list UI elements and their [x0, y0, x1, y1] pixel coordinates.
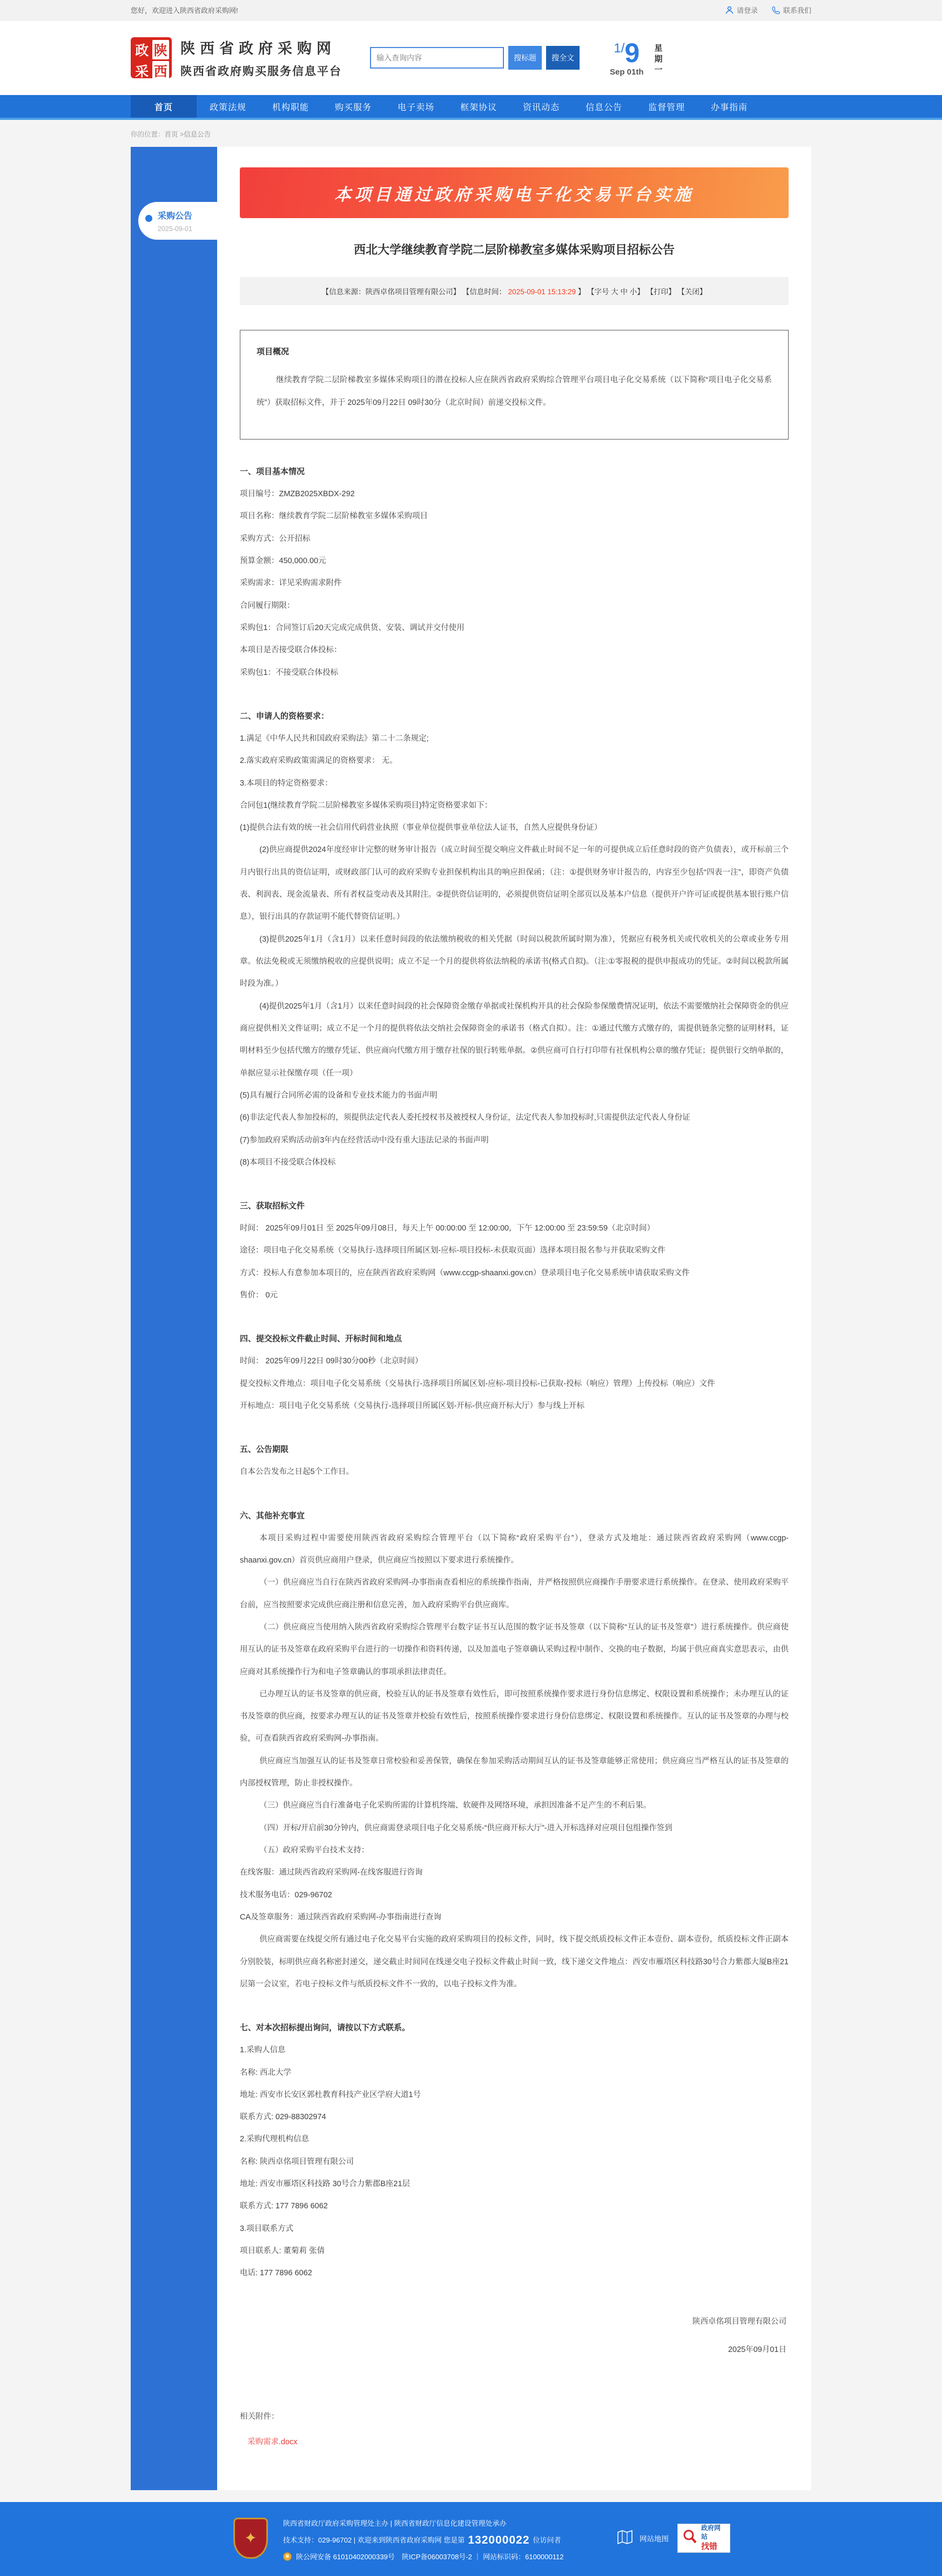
signature-date: 2025年09月01日	[728, 2345, 786, 2354]
article-paragraph: 时间： 2025年09月01日 至 2025年09月08日，每天上午 00:00:00 至 12:00:00，下午 12:00:00 至 23:59:59（北京时间）	[240, 1224, 655, 1233]
site-logo	[131, 37, 172, 78]
article-paragraph: 自本公告发布之日起5个工作日。	[240, 1468, 354, 1477]
article-sections	[240, 465, 789, 2285]
breadcrumb-current-link[interactable]: 信息公告	[184, 131, 211, 138]
article-paragraph: 1.采购人信息	[240, 2046, 286, 2055]
welcome-text: 您好，欢迎进入陕西省政府采购网!	[131, 6, 238, 15]
article-paragraph: 售价： 0元	[240, 1291, 278, 1300]
section-heading: 三、获取招标文件	[240, 1201, 305, 1211]
article-paragraph: 合同包1(继续教育学院二层阶梯教室多媒体采购项目)特定资格要求如下：	[240, 801, 493, 810]
article-paragraph: （一）供应商应当自行在陕西省政府采购网-办事指南查看相应的系统操作指南，并严格按照供应商操作手册要求进行系统操作。在登录、使用政府采购平台前，应当按照要求完成供应商注册和信息完善，加入政府采购平台供应商库。	[240, 1578, 789, 1610]
visitor-count: 132000022	[468, 2534, 530, 2547]
nav-item-3[interactable]: 购买服务	[335, 103, 372, 112]
article-paragraph: 合同履行期限：	[240, 601, 295, 610]
article-paragraph: (6)非法定代表人参加投标的，须提供法定代表人委托授权书及被授权人身份证，法定代表人参加投标时,只需提供法定代表人身份证	[240, 1113, 690, 1123]
contact-link[interactable]: 联系我们	[772, 5, 811, 15]
site-footer: ✦ 陕西省财政厅政府采购管理处主办 | 陕西省财政厅信息化建设管理处承办 技术支持：029-96702 | 欢迎来到陕西省政府采购网 您是第 132000022 位访问者 陕公网安备 61010402000339号 陕ICP备06003708号-2 ｜ 网站标识码：6100000112 网站地图 政府网站 找错	[0, 2502, 942, 2576]
article-paragraph: 电话: 177 7896 6062	[240, 2269, 312, 2278]
attachments-block	[240, 2410, 789, 2447]
seal-char: 西	[152, 61, 170, 80]
article-paragraph: 时间： 2025年09月22日 09时30分00秒（北京时间）	[240, 1357, 423, 1366]
page-title: 西北大学继续教育学院二层阶梯教室多媒体采购项目招标公告	[353, 243, 675, 256]
seal-char: 陕	[152, 40, 170, 59]
article-paragraph: 供应商需要在线提交所有通过电子化交易平台实施的政府采购项目的投标文件，同时，线下提交纸质投标文件正本壹份、副本壹份，纸质投标文件正副本分别胶装，标明供应商名称密封递交，递交截止时间同在线递交电子投标文件截止时间一致，线下递交文件地点：西安市雁塔区科技路30号合力紫郡大厦B座21层第一会议室，若电子投标文件与纸质投标文件不一致的，以电子投标文件为准。	[240, 1935, 789, 1989]
footer-support: 技术支持：029-96702 | 欢迎来到陕西省政府采购网 您是第	[283, 2536, 465, 2545]
article-paragraph: 名称: 西北大学	[240, 2068, 292, 2077]
section-heading: 一、项目基本情况	[240, 467, 305, 477]
nav-item-2[interactable]: 机构职能	[272, 103, 309, 112]
attachment-file-link[interactable]: 采购需求.docx	[247, 2438, 298, 2447]
breadcrumb-label: 你的位置：	[131, 131, 165, 138]
site-subtitle: 陕西省政府购买服务信息平台	[180, 65, 342, 78]
user-icon	[725, 6, 734, 14]
nav-item-1[interactable]: 政策法规	[210, 103, 247, 112]
nav-item-7[interactable]: 信息公告	[586, 103, 623, 112]
breadcrumb-home-link[interactable]: 首页	[164, 131, 178, 138]
signature-company: 陕西卓佲项目管理有限公司	[692, 2317, 786, 2326]
sidebar-item-procurement-announcement[interactable]: 采购公告 2025-09-01	[138, 202, 217, 240]
date-weekday: 星期一	[653, 43, 663, 76]
article-paragraph: 采购方式：公开招标	[240, 534, 311, 543]
article-paragraph: 3.项目联系方式	[240, 2224, 294, 2233]
breadcrumb: 你的位置：首页 >信息公告	[131, 131, 211, 138]
magnifier-icon	[682, 2528, 698, 2547]
left-sidebar	[131, 147, 217, 2490]
site-title: 陕西省政府采购网	[180, 40, 336, 57]
nav-item-8[interactable]: 监督管理	[648, 103, 685, 112]
article-paragraph: 2.落实政府采购政策需满足的资格要求： 无。	[240, 756, 398, 766]
article-paragraph: 开标地点：项目电子化交易系统（交易执行-选择项目所属区划-开标-供应商开标大厅）参与线上开标	[240, 1402, 584, 1411]
section-heading: 四、提交投标文件截止时间、开标时间和地点	[240, 1334, 402, 1344]
login-link[interactable]: 请登录	[725, 5, 758, 15]
date-english: Sep 01th	[610, 67, 644, 77]
footer-beian: 陕公网安备 61010402000339号 陕ICP备06003708号-2 ｜ 网站标识码：6100000112	[296, 2552, 564, 2561]
overview-heading: 项目概况	[257, 347, 290, 356]
article-paragraph: (1)提供合法有效的统一社会信用代码营业执照（事业单位提供事业单位法人证书，自然人应提供身份证）	[240, 823, 602, 833]
article-paragraph: 采购包1：合同签订后20天完成完成供货、安装、调试并交付使用	[240, 623, 465, 632]
site-header	[0, 21, 942, 95]
article-paragraph: 途径：项目电子化交易系统（交易执行-选择项目所属区划-应标-项目投标-未获取页面）选择本项目报名参与并获取采购文件	[240, 1246, 665, 1255]
nav-item-4[interactable]: 电子卖场	[398, 103, 435, 112]
section-heading: 五、公告期限	[240, 1445, 289, 1455]
article-paragraph: 名称: 陕西卓佲项目管理有限公司	[240, 2157, 354, 2166]
project-overview-box	[240, 330, 789, 440]
article-paragraph: (2)供应商提供2024年度经审计完整的财务审计报告（成立时间至提交响应文件截止时间不足一年的可提供成立后任意时段的资产负债表），或开标前三个月内银行出具的资信证明，或财政部门认可的政府采购专业担保机构出具的响应担保函；（注：①提供财务审计报告的，内容至少包括“四表一注”，即资产负债表、利润表、现金流量表、所有者权益变动表及其附注。②提供资信证明的，必须提供资信证明全部页以及基本户信息（提供开户许可证或提供基本银行账户信息），银行出具的存款证明不能代替资信证明。）	[240, 846, 789, 922]
date-widget	[610, 39, 687, 77]
article-paragraph: 在线客服：通过陕西省政府采购网-在线客服进行咨询	[240, 1868, 423, 1877]
font-size-control[interactable]: 【字号 大 中 小】	[587, 288, 644, 296]
date-fraction: 1/	[614, 40, 625, 56]
search-title-button[interactable]: 搜标题	[508, 46, 542, 70]
meta-time: 2025-09-01 15:13:29	[506, 288, 578, 296]
platform-banner: 本项目通过政府采购电子化交易平台实施	[240, 167, 789, 218]
article-paragraph: (8)本项目不接受联合体投标	[240, 1158, 336, 1167]
nav-item-9[interactable]: 办事指南	[711, 103, 748, 112]
government-emblem-icon: ✦	[233, 2518, 268, 2559]
article-paragraph: 1.满足《中华人民共和国政府采购法》第二十二条规定;	[240, 734, 429, 743]
main-nav-bar	[0, 95, 942, 120]
article-paragraph: 方式：投标人有意参加本项目的，应在陕西省政府采购网（www.ccgp-shaanxi.gov.cn）登录项目电子化交易系统申请获取采购文件	[240, 1268, 690, 1277]
search-fulltext-button[interactable]: 搜全文	[546, 46, 580, 70]
print-button[interactable]: 【打印】	[646, 288, 676, 296]
website-error-report-badge[interactable]: 政府网站 找错	[677, 2524, 730, 2553]
article-paragraph: CA及签章服务：通过陕西省政府采购网-办事指南进行查询	[240, 1912, 441, 1922]
article-paragraph: (5)具有履行合同所必需的设备和专业技术能力的书面声明	[240, 1091, 438, 1100]
article-paragraph: (4)提供2025年1月（含1月）以来任意时间段的社会保障资金缴存单据或社保机构开具的社会保险参保缴费情况证明，依法不需要缴纳社会保障资金的供应商应提供相关文件证明；成立不足一个月的提供将依法交纳社会保障资金的承诺书（格式自拟）。注：①通过代缴方式缴存的，需提供链条完整的证明材料，证明材料至少包括代缴方的缴存凭证、供应商向代缴方用于缴存社保的银行转账单据。②供应商可自行打印带有社保机构公章的缴存凭证；提供银行交纳单据的，单据应显示社保缴存项（任一项）	[240, 1002, 789, 1078]
public-security-badge-icon	[283, 2552, 292, 2561]
map-icon	[616, 2528, 634, 2548]
article-paragraph: 联系方式: 177 7896 6062	[240, 2202, 328, 2211]
article-paragraph: （四）开标/开启前30分钟内，供应商需登录项目电子化交易系统-“供应商开标大厅”-进入开标选择对应项目包组操作签到	[259, 1823, 672, 1833]
article-paragraph: 地址: 西安市雁塔区科技路 30号合力紫郡B座21层	[240, 2180, 411, 2189]
article-content	[217, 147, 811, 2490]
article-paragraph: 2.采购代理机构信息	[240, 2135, 309, 2144]
article-paragraph: (7)参加政府采购活动前3年内在经营活动中没有重大违法记录的书面声明	[240, 1135, 489, 1145]
bullet-dot-icon	[145, 215, 152, 222]
main-nav	[131, 95, 811, 118]
article-paragraph: (3)提供2025年1月（含1月）以来任意时间段的依法缴纳税收的相关凭据（时间以税款所属时期为准），凭据应有税务机关或代收机关的公章或业务专用章。依法免税或无须缴纳税收的应提供说明；成立不足一个月的提供将依法纳税的承诺书(格式自拟)。（注:①零报税的提供申报成功的凭证。②时间以税款所属时段为准。）	[240, 935, 789, 989]
article-paragraph: （五）政府采购平台技术支持：	[259, 1846, 369, 1855]
article-paragraph: 项目名称：继续教育学院二层阶梯教室多媒体采购项目	[240, 512, 428, 521]
article-paragraph: 采购包1：不接受联合体投标	[240, 668, 339, 677]
article-paragraph: 项目编号：ZMZB2025XBDX-292	[240, 490, 355, 499]
nav-item-5[interactable]: 框架协议	[460, 103, 497, 112]
section-heading: 二、申请人的资格要求：	[240, 711, 329, 721]
article-paragraph: 地址: 西安市长安区郭杜教育科技产业区学府大道1号	[240, 2090, 421, 2099]
attachments-label: 相关附件：	[240, 2412, 279, 2422]
nav-item-6[interactable]: 资讯动态	[523, 103, 560, 112]
article-paragraph: （二）供应商应当使用纳入陕西省政府采购综合管理平台数字证书互认范围的数字证书及签章（以下简称“互认的证书及签章”）进行系统操作。供应商使用互认的证书及签章在政府采购平台进行的一切操作和资料传递，以及加盖电子签章确认采购过程中制作、交换的电子数据，均属于供应商真实意思表示，由供应商对其系统操作行为和电子签章确认的事项承担法律责任。	[240, 1622, 789, 1676]
article-paragraph: 本项目是否接受联合体投标：	[240, 646, 342, 655]
main-area	[131, 147, 811, 2490]
overview-text: 继续教育学院二层阶梯教室多媒体采购项目的潜在投标人应在陕西省政府采购综合管理平台项目电子化交易系统（以下简称“项目电子化交易系统”）获取招标文件，并于 2025年09月22日 09时30分（北京时间）前递交投标文件。	[257, 376, 772, 408]
article-paragraph: 联系方式: 029-88302974	[240, 2113, 326, 2122]
sitemap-link[interactable]: 网站地图	[616, 2528, 669, 2548]
article-paragraph: 预算金额：450,000.00元	[240, 557, 326, 566]
top-utility-bar	[0, 0, 942, 21]
close-button[interactable]: 【关闭】	[677, 288, 707, 296]
search-input[interactable]	[370, 47, 504, 69]
date-day: 9	[624, 37, 640, 68]
seal-char: 政	[135, 43, 149, 58]
article-paragraph: 提交投标文件地点：项目电子化交易系统（交易执行-选择项目所属区划-应标-项目投标-已获取-投标（响应）管理）上传投标（响应）文件	[240, 1379, 715, 1388]
article-paragraph: 技术服务电话：029-96702	[240, 1890, 332, 1899]
article-paragraph: 供应商应当加强互认的证书及签章日常校验和妥善保管，确保在参加采购活动期间互认的证书及签章能够正常使用；供应商应当严格互认的证书及签章的内部授权管理，防止非授权操作。	[240, 1756, 789, 1788]
nav-item-0[interactable]: 首页	[131, 95, 197, 118]
signature-block	[240, 2308, 789, 2364]
article-paragraph: 本项目采购过程中需要使用陕西省政府采购综合管理平台（以下简称“政府采购平台”），登录方式及地址：通过陕西省政府采购网（www.ccgp-shaanxi.gov.cn）首页供应商用户登录，供应商应当按照以下要求进行系统操作。	[240, 1533, 789, 1565]
article-paragraph: 采购需求：详见采购需求附件	[240, 579, 342, 588]
seal-char: 采	[135, 64, 149, 79]
article-paragraph: 已办理互认的证书及签章的供应商，校验互认的证书及签章有效性后，即可按照系统操作要求进行身份信息绑定、权限设置和系统操作；未办理互认的证书及签章的供应商，按要求办理互认的证书及签章并校验有效性后，按照系统操作要求进行身份信息绑定、权限设置和系统操作。互认的证书及签章的办理与校验，可查看陕西省政府采购网-办事指南。	[240, 1689, 789, 1743]
article-paragraph: （三）供应商应当自行准备电子化采购所需的计算机终端、软硬件及网络环境，承担因准备不足产生的不利后果。	[259, 1801, 651, 1810]
article-paragraph: 项目联系人: 董菊莉 张倩	[240, 2247, 325, 2256]
meta-source: 【信息来源：陕西卓佲项目管理有限公司】	[321, 288, 461, 296]
phone-icon	[772, 6, 780, 14]
section-heading: 七、对本次招标提出询问，请按以下方式联系。	[240, 2023, 411, 2033]
footer-organizer: 陕西省财政厅政府采购管理处主办 | 陕西省财政厅信息化建设管理处承办	[283, 2519, 507, 2528]
article-meta-bar: 【信息来源：陕西卓佲项目管理有限公司】 【信息时间： 2025-09-01 15:13:29 】 【字号 大 中 小】 【打印】 【关闭】	[240, 277, 789, 305]
section-heading: 六、其他补充事宜	[240, 1511, 305, 1520]
article-paragraph: 3.本项目的特定资格要求：	[240, 779, 333, 788]
